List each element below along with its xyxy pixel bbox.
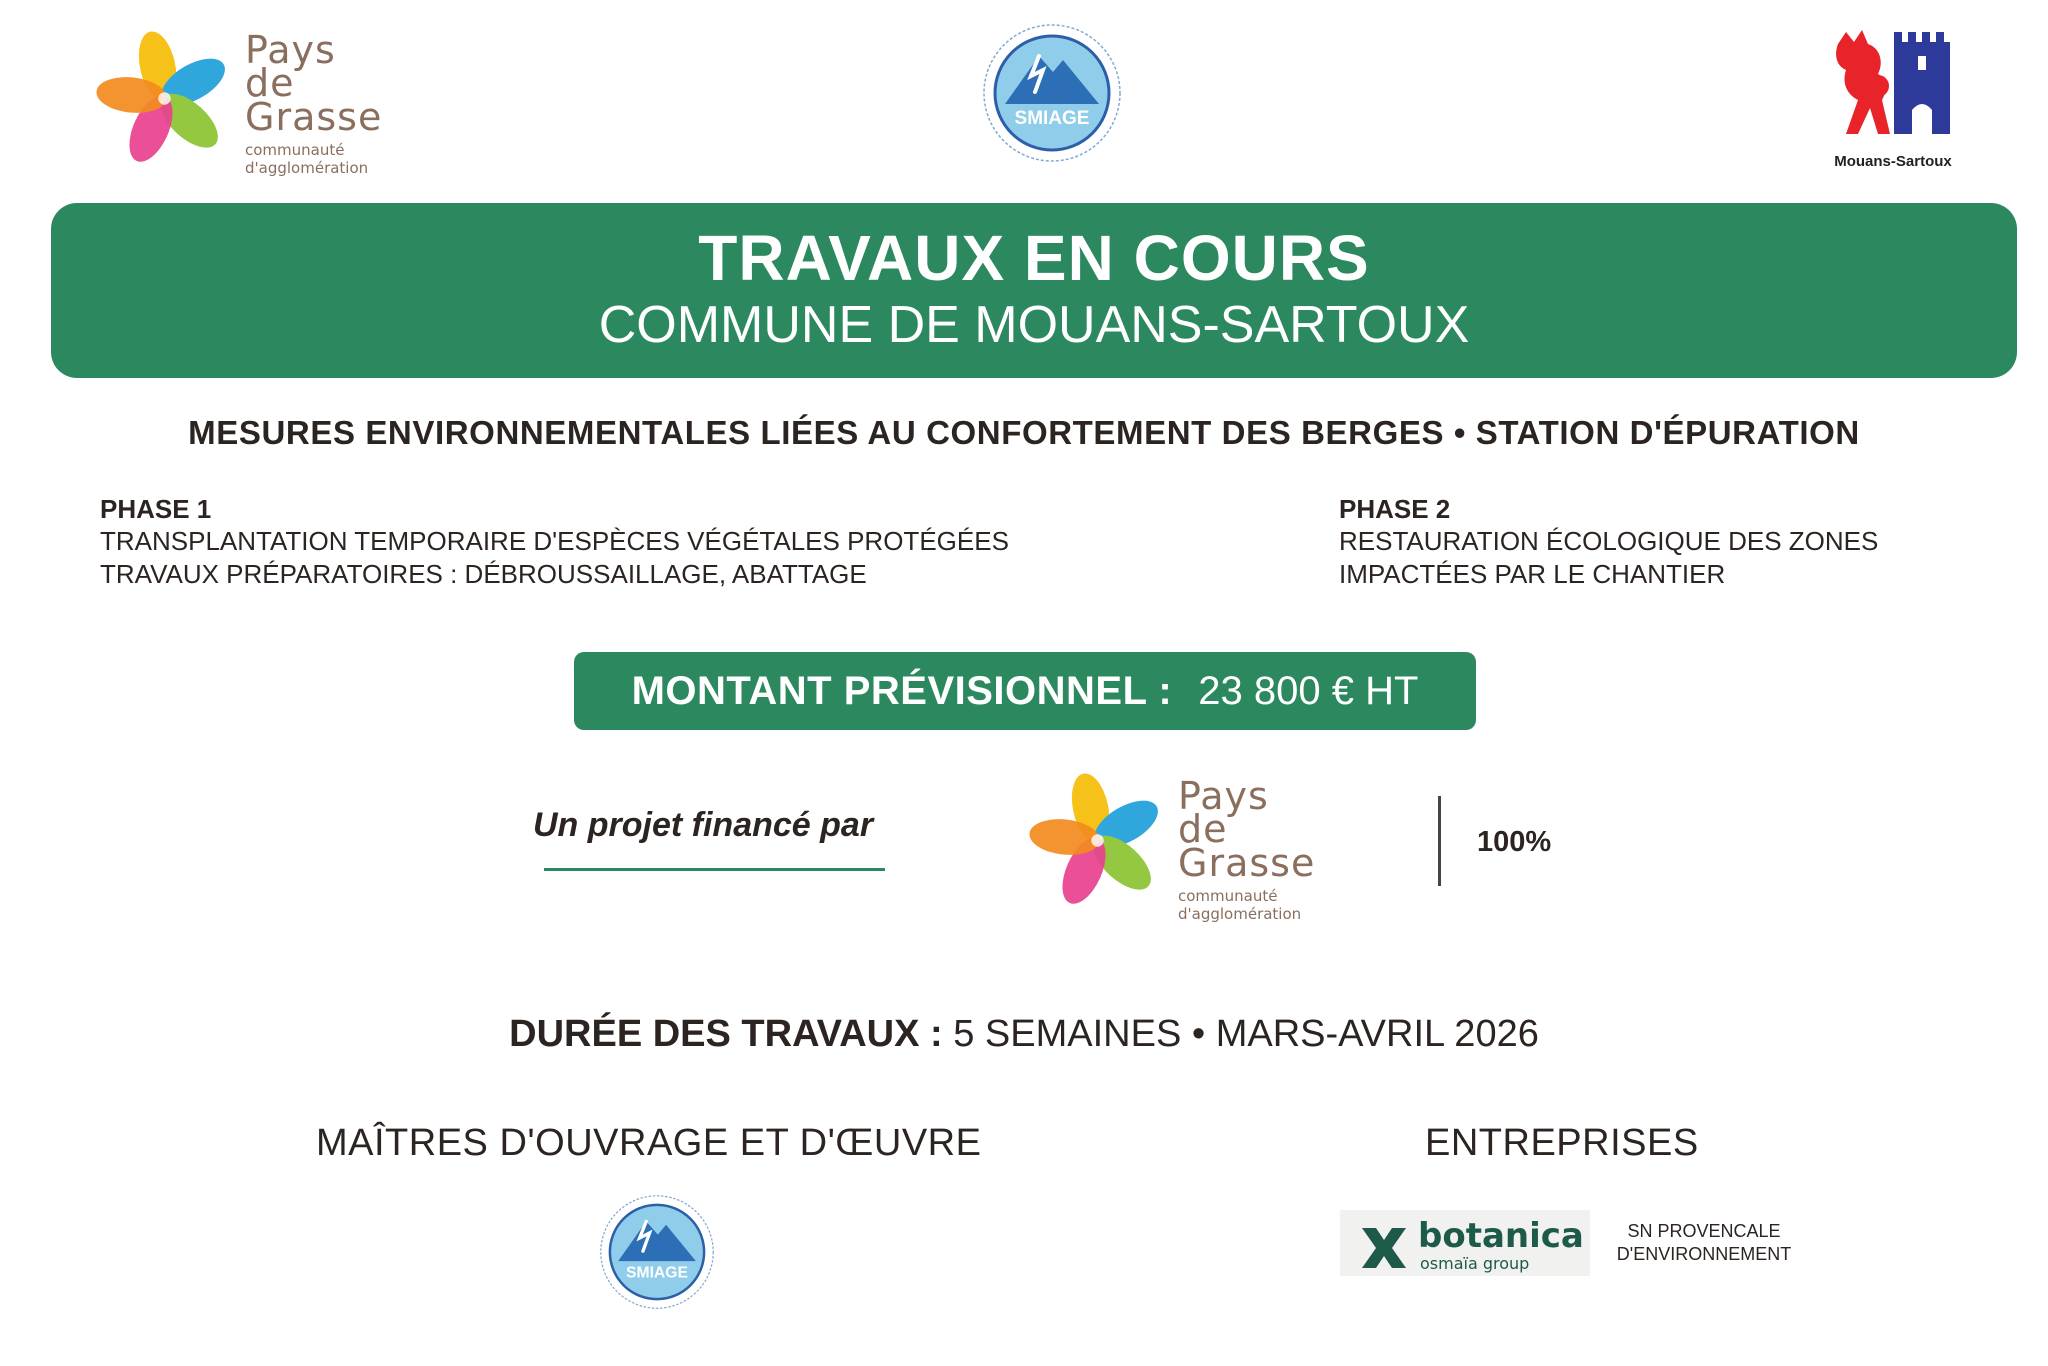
phase-1-line-1: TRANSPLANTATION TEMPORAIRE D'ESPÈCES VÉGÉTALES PROTÉGÉES — [100, 526, 1009, 556]
pays-de-grasse-logo-financer — [1025, 768, 1315, 923]
phase-2 — [1339, 494, 1878, 590]
duration-line — [0, 1013, 2048, 1056]
financing-label: Un projet financé par — [533, 806, 874, 844]
mouans-sartoux-label: Mouans-Sartoux — [1834, 153, 1952, 170]
pdg-sub-2: d'agglomération — [1178, 904, 1302, 923]
financing-percent: 100% — [1477, 826, 1552, 858]
flower-icon — [92, 26, 237, 171]
owners-heading: MAÎTRES D'OUVRAGE ET D'ŒUVRE — [316, 1122, 982, 1164]
mouans-sartoux-logo — [1828, 26, 1958, 168]
botanica-sub: osmaïa group — [1420, 1254, 1530, 1273]
measures-heading: MESURES ENVIRONNEMENTALES LIÉES AU CONFORTEMENT DES BERGES • STATION D'ÉPURATION — [188, 414, 1860, 451]
phase-1-line-2: TRAVAUX PRÉPARATOIRES : DÉBROUSSAILLAGE, ABATTAGE — [100, 558, 867, 589]
smiage-logo-top — [977, 18, 1127, 168]
pdg-word-grasse: Grasse — [1178, 840, 1316, 885]
sn-provencale-line-1: SN PROVENCALE — [1627, 1221, 1781, 1241]
pdg-word-de: de — [245, 61, 295, 106]
banner-subtitle: COMMUNE DE MOUANS-SARTOUX — [598, 296, 1470, 355]
lion-tower-icon — [1828, 26, 1958, 146]
phase-2-line-1: RESTAURATION ÉCOLOGIQUE DES ZONES — [1339, 526, 1879, 556]
pdg-sub-1: communauté — [1178, 887, 1278, 906]
botanica-logo — [1340, 1210, 1590, 1276]
sn-provencale-logo — [1614, 1220, 1794, 1267]
botanica-mark-icon — [1358, 1222, 1410, 1274]
financing-underline — [544, 868, 885, 871]
pdg-word-pays: Pays — [245, 28, 336, 72]
duration-label: DURÉE DES TRAVAUX : — [509, 1013, 943, 1055]
phase-2-line-2: IMPACTÉES PAR LE CHANTIER — [1339, 558, 1726, 589]
pdg-word-de: de — [1178, 807, 1228, 852]
amount-value: 23 800 € HT — [1198, 668, 1419, 713]
smiage-logo-bottom — [595, 1190, 719, 1314]
pdg-sub-2: d'agglomération — [245, 158, 369, 177]
phase-2-title: PHASE 2 — [1339, 494, 1451, 524]
duration-value: 5 SEMAINES • MARS-AVRIL 2026 — [953, 1013, 1539, 1055]
flower-icon — [1025, 768, 1170, 913]
title-banner — [51, 203, 2017, 378]
botanica-name: botanica — [1418, 1216, 1584, 1256]
sn-provencale-line-2: D'ENVIRONNEMENT — [1616, 1244, 1792, 1265]
banner-title: TRAVAUX EN COURS — [698, 222, 1370, 294]
smiage-emblem-icon — [595, 1190, 719, 1314]
pays-de-grasse-logo — [92, 26, 382, 177]
smiage-emblem-icon — [977, 18, 1127, 168]
financing-divider — [1438, 796, 1441, 886]
phase-1-title: PHASE 1 — [100, 494, 212, 524]
pdg-word-grasse: Grasse — [245, 94, 383, 139]
pdg-sub-1: communauté — [245, 141, 345, 160]
companies-heading: ENTREPRISES — [1425, 1122, 1699, 1164]
amount-label: MONTANT PRÉVISIONNEL : — [631, 668, 1173, 713]
phase-1 — [100, 494, 1009, 590]
pdg-word-pays: Pays — [1178, 774, 1269, 818]
amount-box — [574, 652, 1476, 730]
